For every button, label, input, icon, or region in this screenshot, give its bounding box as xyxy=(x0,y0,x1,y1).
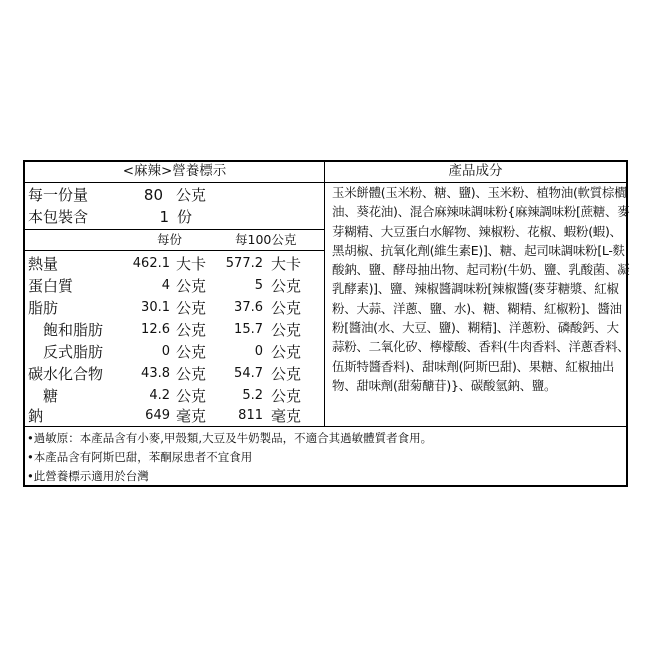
servings-value: 1 xyxy=(159,208,169,226)
nutrient-unit-per-serving: 大卡 xyxy=(176,255,207,273)
column-header-divider xyxy=(25,250,324,251)
ingredients-title: 產品成分 xyxy=(448,163,503,179)
nutrient-unit-per-serving: 公克 xyxy=(176,387,207,405)
nutrient-name: 熱量 xyxy=(28,255,59,273)
nutrient-per-100g: 15.7 xyxy=(234,322,263,337)
nutrient-per-100g: 0 xyxy=(254,344,263,359)
ingredients-text: 玉米餅體(玉米粉、糖、鹽)、玉米粉、植物油(軟質棕櫚油、葵花油)、混合麻辣味調味粉{麻辣調味粉[蔗糖、麥芽糊精、大豆蛋白水解物、辣椒粉、花椒、蝦粉(蝦)、黑胡椒、抗氧化劑(維生素E)]、糖、起司味調味粉[L-麩酸鈉、鹽、酵母抽出物、起司粉(牛奶、鹽、乳酸菌、凝乳酵素)]、鹽、辣椒醬調味粉[辣椒醬(麥芽糖漿、紅椒粉、大蒜、洋蔥、鹽、水)、糖、糊精、紅椒粉]、醬油粉[醬油(水、大豆、鹽)、糊精]、洋蔥粉、磷酸鈣、大蒜粉、二氧化矽、檸檬酸、香料(牛肉香料、洋蔥香料、伍斯特醬香料)、甜味劑(阿斯巴甜)、果糖、紅椒抽出物、甜味劑(甜菊醣苷)}、碳酸氫鈉、鹽。 xyxy=(332,185,630,393)
servings-label: 本包裝含 xyxy=(28,208,89,226)
nutrient-name: 鈉 xyxy=(28,407,44,425)
nutrient-per-serving: 649 xyxy=(145,408,170,423)
servings-unit: 份 xyxy=(177,208,193,226)
nutrient-unit-per-serving: 公克 xyxy=(176,365,207,383)
nutrient-unit-per-100g: 公克 xyxy=(271,343,302,361)
per-serving-unit: 公克 xyxy=(176,186,207,204)
region-note: •此營養標示適用於台灣 xyxy=(27,469,149,483)
nutrient-name: 碳水化合物 xyxy=(28,365,104,383)
nutrient-per-100g: 577.2 xyxy=(225,256,263,271)
nutrient-unit-per-100g: 公克 xyxy=(271,321,302,339)
nutrient-unit-per-100g: 公克 xyxy=(271,387,302,405)
nutrient-unit-per-serving: 公克 xyxy=(176,299,207,317)
nutrient-per-100g: 54.7 xyxy=(234,366,263,381)
column-header-per-serving: 每份 xyxy=(157,232,183,247)
nutrient-unit-per-serving: 公克 xyxy=(176,343,207,361)
nutrient-name: 反式脂肪 xyxy=(43,343,104,361)
nutrient-per-100g: 37.6 xyxy=(234,300,263,315)
nutrient-per-100g: 5 xyxy=(254,278,263,293)
allergen-note: •過敏原：本產品含有小麥,甲殼類,大豆及牛奶製品，不適合其過敏體質者食用。 xyxy=(27,431,433,445)
nutrient-per-serving: 43.8 xyxy=(141,366,170,381)
nutrient-per-serving: 30.1 xyxy=(141,300,170,315)
nutrient-per-serving: 12.6 xyxy=(141,322,170,337)
per-serving-label: 每一份量 xyxy=(28,186,89,204)
nutrient-name: 飽和脂肪 xyxy=(43,321,104,339)
per-serving-value: 80 xyxy=(143,186,163,204)
nutrient-unit-per-100g: 公克 xyxy=(271,299,302,317)
nutrient-unit-per-100g: 大卡 xyxy=(271,255,302,273)
nutrient-per-serving: 4 xyxy=(161,278,170,293)
nutrient-per-serving: 462.1 xyxy=(132,256,170,271)
column-header-per-100g: 每100公克 xyxy=(235,232,297,247)
nutrient-unit-per-100g: 公克 xyxy=(271,277,302,295)
notes-divider xyxy=(25,426,626,427)
nutrient-unit-per-serving: 公克 xyxy=(176,277,207,295)
nutrient-name: 蛋白質 xyxy=(28,277,74,295)
nutrient-unit-per-100g: 毫克 xyxy=(271,407,302,425)
nutrition-title: <麻辣>營養標示 xyxy=(122,163,227,179)
serving-divider xyxy=(25,229,324,230)
nutrient-unit-per-100g: 公克 xyxy=(271,365,302,383)
nutrient-per-100g: 5.2 xyxy=(242,388,263,403)
nutrient-name: 脂肪 xyxy=(28,299,59,317)
nutrient-name: 糖 xyxy=(43,387,59,405)
nutrient-per-100g: 811 xyxy=(238,408,263,423)
nutrient-per-serving: 4.2 xyxy=(149,388,170,403)
column-divider xyxy=(324,161,325,426)
nutrient-unit-per-serving: 公克 xyxy=(176,321,207,339)
aspartame-note: •本產品含有阿斯巴甜，苯酮尿患者不宜食用 xyxy=(27,450,253,464)
nutrient-unit-per-serving: 毫克 xyxy=(176,407,207,425)
nutrient-per-serving: 0 xyxy=(161,344,170,359)
